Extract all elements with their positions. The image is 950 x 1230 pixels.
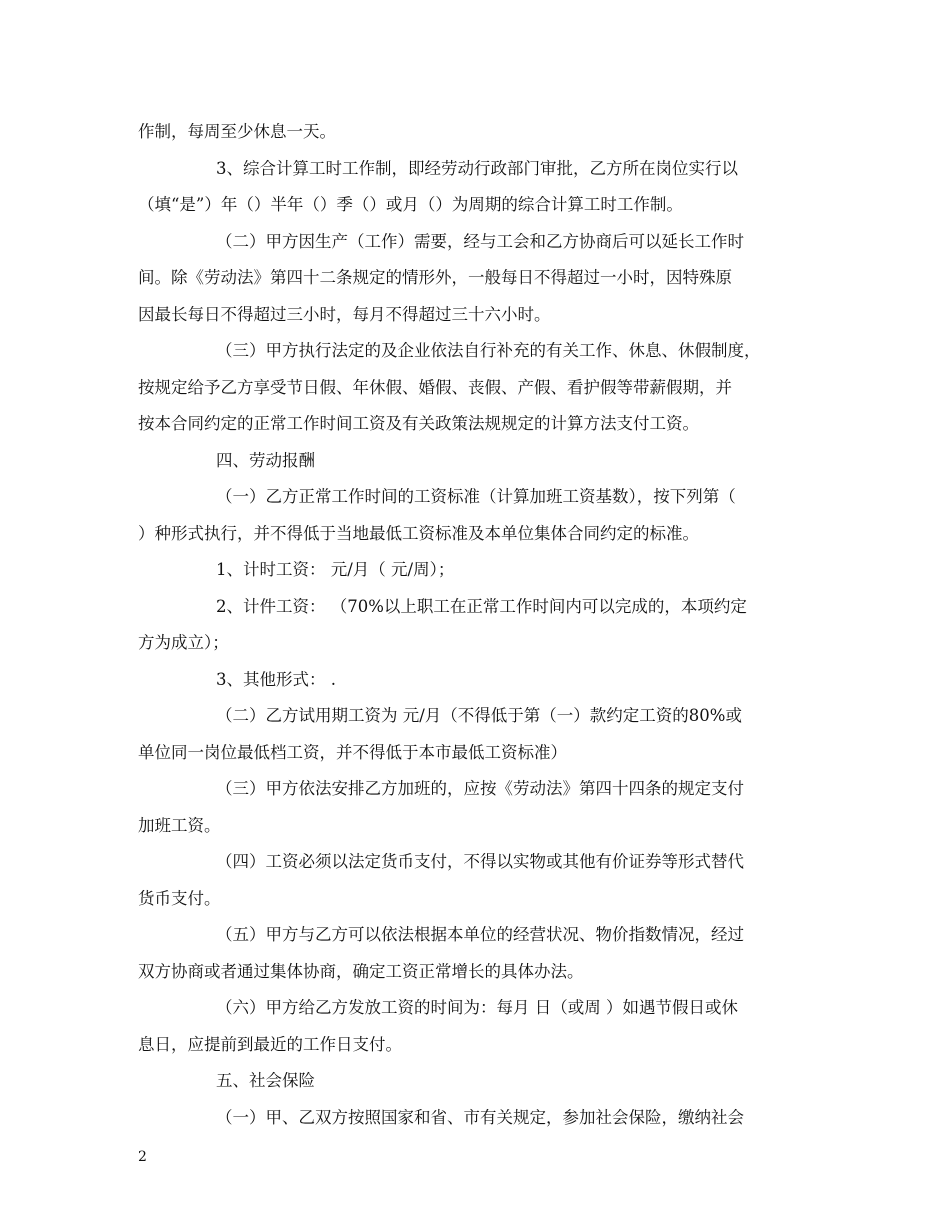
text-line: 加班工资。: [138, 815, 221, 835]
text-line: 因最长每日不得超过三小时，每月不得超过三十六小时。: [138, 304, 551, 324]
text-line: （四）工资必须以法定货币支付，不得以实物或其他有价证券等形式替代: [216, 852, 744, 871]
text-line: （六）甲方给乙方发放工资的时间为：每月 日（或周 ）如遇节假日或休: [216, 998, 738, 1017]
text-line: （五）甲方与乙方可以依法根据本单位的经营状况、物价指数情况，经过: [216, 925, 744, 944]
text-line: 1、计时工资： 元/月（ 元/周）；: [216, 560, 455, 579]
text-line: 单位同一岗位最低档工资，并不得低于本市最低工资标准）: [138, 742, 567, 762]
page-number: 2: [138, 1149, 147, 1165]
text-line: 五、社会保险: [216, 1071, 315, 1090]
text-line: （三）甲方执行法定的及企业依法自行补充的有关工作、休息、休假制度，: [216, 341, 761, 360]
text-line: ）种形式执行，并不得低于当地最低工资标准及本单位集体合同约定的标准。: [138, 523, 699, 543]
text-line: （二）甲方因生产（工作）需要，经与工会和乙方协商后可以延长工作时: [216, 231, 744, 251]
text-line: 3、综合计算工时工作制，即经劳动行政部门审批，乙方所在岗位实行以: [216, 158, 738, 178]
text-line: 3、其他形式： .: [216, 669, 336, 689]
contract-body-text: [138, 114, 816, 1136]
text-line: 双方协商或者通过集体协商，确定工资正常增长的具体办法。: [138, 961, 584, 981]
text-line: （填“是”）年（）半年（）季（）或月（）为周期的综合计算工时工作制。: [138, 195, 683, 214]
text-line: 货币支付。: [138, 888, 221, 908]
text-line: 按规定给予乙方享受节日假、年休假、婚假、丧假、产假、看护假等带薪假期，并: [138, 377, 732, 397]
text-line: （三）甲方依法安排乙方加班的，应按《劳动法》第四十四条的规定支付: [216, 779, 744, 798]
text-line: 间。除《劳动法》第四十二条规定的情形外，一般每日不得超过一小时，因特殊原: [138, 268, 732, 287]
text-line: 方为成立）；: [138, 633, 229, 652]
text-line: （一）甲、乙双方按照国家和省、市有关规定，参加社会保险，缴纳社会: [216, 1107, 744, 1127]
text-line: 息日，应提前到最近的工作日支付。: [138, 1034, 402, 1054]
text-line: 作制，每周至少休息一天。: [138, 122, 336, 141]
text-line: （一）乙方正常工作时间的工资标准（计算加班工资基数），按下列第（: [216, 487, 736, 506]
text-line: （二）乙方试用期工资为 元/月（不得低于第（一）款约定工资的80%或: [216, 706, 742, 725]
text-line: 2、计件工资： （70%以上职工在正常工作时间内可以完成的，本项约定: [216, 596, 747, 616]
text-line: 按本合同约定的正常工作时间工资及有关政策法规规定的计算方法支付工资。: [138, 414, 699, 433]
text-line: 四、劳动报酬: [216, 450, 315, 470]
